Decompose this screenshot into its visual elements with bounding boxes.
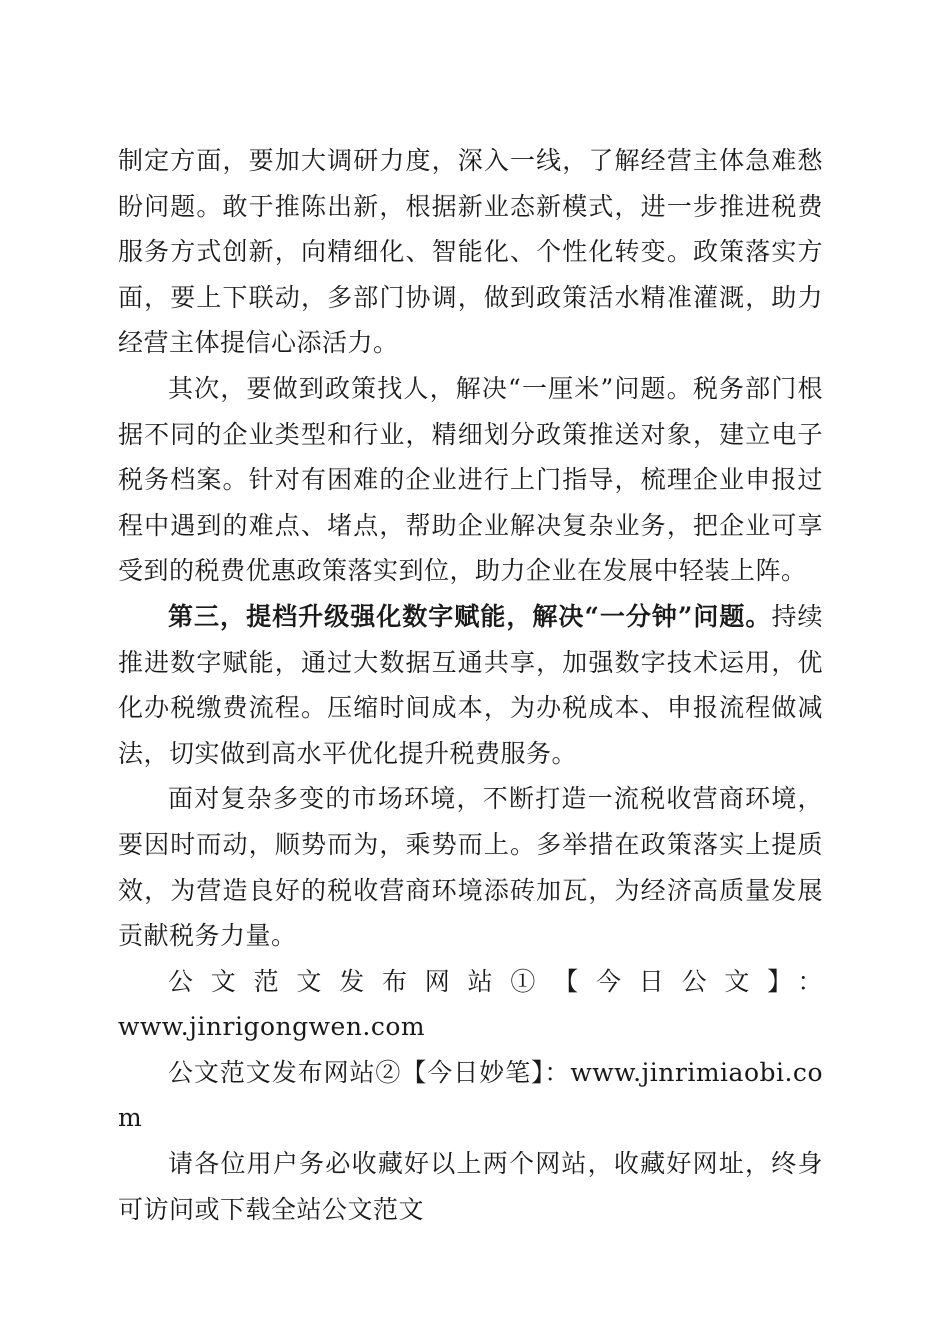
third-point-body: 持续推进数字赋能，通过大数据互通共享，加强数字技术运用，优化办税缴费流程。压缩时间成本，为办税成本、申报流程做减法，切实做到高水平优化提升税费服务。 bbox=[118, 601, 823, 768]
footer-site2-line[interactable]: 公文范文发布网站②【今日妙笔】：www.jinrimiaobi.com bbox=[118, 1057, 823, 1133]
footer-site1-url[interactable]: www.jinrigongwen.com bbox=[118, 1012, 426, 1042]
paragraph-policy-making: 制定方面，要加大调研力度，深入一线，了解经营主体急难愁盼问题。敢于推陈出新，根据新业态新模式，进一步推进税费服务方式创新，向精细化、智能化、个性化转变。政策落实方面，要上下联动，多部门协调，做到政策活水精准灌溉，助力经营主体提信心添活力。 bbox=[118, 146, 823, 358]
third-point-heading: 第三，提档升级强化数字赋能，解决“一分钟”问题。 bbox=[168, 601, 772, 631]
footer-notice: 请各位用户务必收藏好以上两个网站，收藏好网址，终身可访问或下载全站公文范文 bbox=[118, 1149, 823, 1224]
paragraph-third-point bbox=[118, 594, 823, 776]
paragraph-second-point: 其次，要做到政策找人，解决“一厘米”问题。税务部门根据不同的企业类型和行业，精细划分政策推送对象，建立电子税务档案。针对有困难的企业进行上门指导，梳理企业申报过程中遇到的难点、堵点，帮助企业解决复杂业务，把企业可享受到的税费优惠政策落实到位，助力企业在发展中轻装上阵。 bbox=[118, 373, 823, 586]
paragraph-conclusion: 面对复杂多变的市场环境，不断打造一流税收营商环境，要因时而动，顺势而为，乘势而上。多举措在政策落实上提质效，为营造良好的税收营商环境添砖加瓦，为经济高质量发展贡献税务力量。 bbox=[118, 784, 823, 951]
document-body bbox=[118, 138, 823, 1232]
footer-site1-line: 公文范文发布网站①【今日公文】： bbox=[168, 966, 823, 996]
